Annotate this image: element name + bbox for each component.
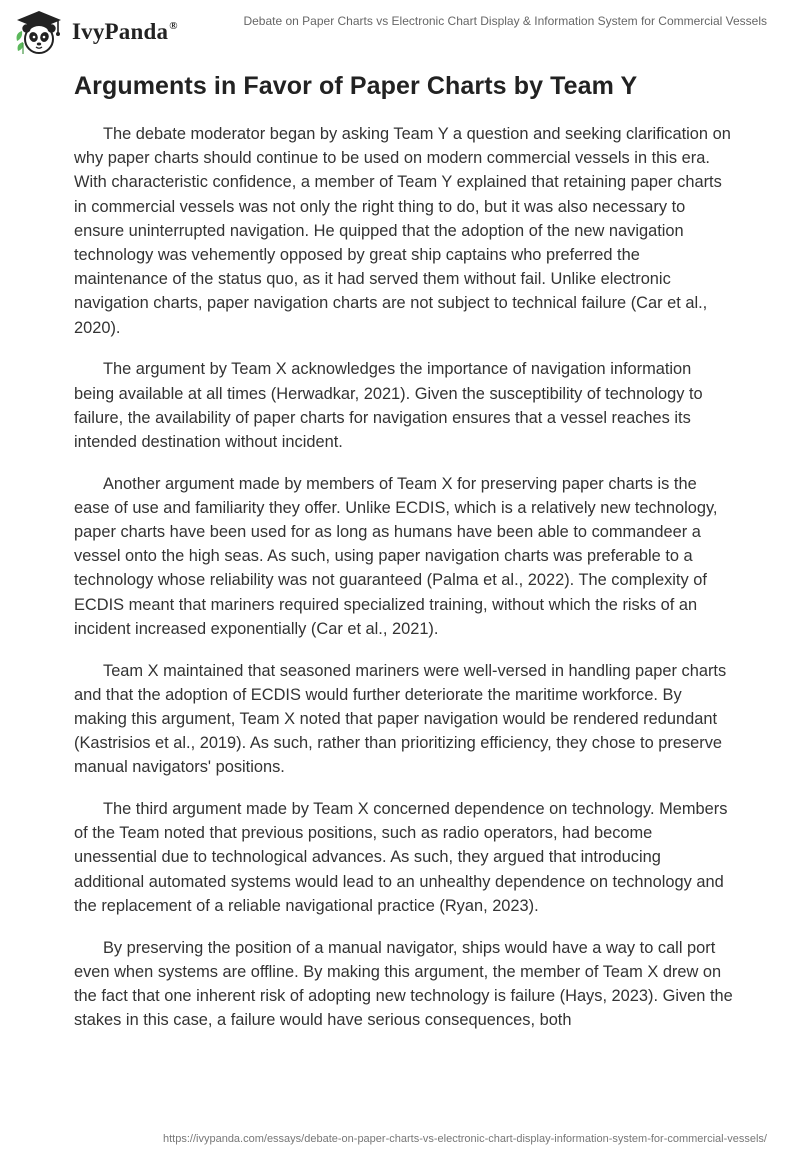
document-title: Debate on Paper Charts vs Electronic Chart Display & Information System for Commercial Vessels [243, 14, 767, 28]
source-url[interactable]: https://ivypanda.com/essays/debate-on-paper-charts-vs-electronic-chart-display-information-system-for-commercial-vessels/ [163, 1133, 767, 1145]
panda-graduate-icon [14, 7, 64, 57]
paragraph: Another argument made by members of Team X for preserving paper charts is the ease of use and familiarity they offer. Unlike ECDIS, which is a relatively new technology, paper charts have been used for as long as humans have been able to commandeer a vessel onto the high seas. As such, using paper navigation charts was preferable to a technology whose reliability was not guaranteed (Palma et al., 2022). The complexity of ECDIS meant that mariners required specialized training, without which the risks of an incident increased exponentially (Car et al., 2021). [74, 474, 718, 638]
page-header [0, 0, 800, 62]
logo-text: IvyPanda® [72, 19, 178, 44]
paragraph: The debate moderator began by asking Team Y a question and seeking clarification on why paper charts should continue to be used on modern commercial vessels in this era. With characteristic confidence, a member of Team Y explained that retaining paper charts in commercial vessels was not only the right thing to do, but it was also necessary to ensure uninterrupted navigation. He quipped that the adoption of the new navigation technology was vehemently opposed by great ship captains who preferred the maintenance of the status quo, as it had served them without fail. Unlike electronic navigation charts, paper navigation charts are not subject to technical failure (Car et al., 2020). [74, 125, 731, 337]
section-heading: Arguments in Favor of Paper Charts by Team Y [74, 72, 638, 100]
paragraph: The third argument made by Team X concerned dependence on technology. Members of the Team noted that previous positions, such as radio operators, had become unessential due to technological advances. As such, they argued that introducing additional automated systems would lead to an unhealthy dependence on technology and the replacement of a reliable navigational practice (Ryan, 2023). [74, 800, 728, 915]
article-body [74, 122, 734, 1050]
paragraph: Team X maintained that seasoned mariners were well-versed in handling paper charts and that the adoption of ECDIS would further deteriorate the maritime workforce. By making this argument, Team X noted that paper navigation would be rendered redundant (Kastrisios et al., 2019). As such, rather than prioritizing efficiency, they chose to preserve manual navigators' positions. [74, 661, 727, 777]
paragraph: By preserving the position of a manual navigator, ships would have a way to call port even when systems are offline. By making this argument, the member of Team X drew on the fact that one inherent risk of adopting new technology is failure (Hays, 2023). Given the stakes in this case, a failure would have serious consequences, both [74, 938, 733, 1030]
paragraph: The argument by Team X acknowledges the importance of navigation information being available at all times (Herwadkar, 2021). Given the susceptibility of technology to failure, the availability of paper charts for navigation ensures that a vessel reaches its intended destination without incident. [74, 360, 703, 451]
registered-mark: ® [169, 20, 178, 32]
ivypanda-logo[interactable] [14, 8, 178, 56]
